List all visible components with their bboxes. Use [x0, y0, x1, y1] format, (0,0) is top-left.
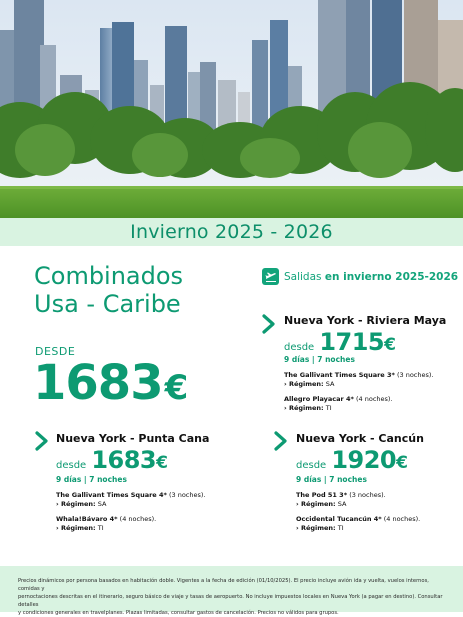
trip-card-punta-cana: [35, 431, 235, 541]
regime-label: › Régimen:: [56, 500, 96, 508]
trip-price-amount: 1683: [91, 446, 157, 474]
trip-price: [296, 446, 408, 474]
departures-prefix: Salidas: [284, 270, 322, 283]
departures-heading: [262, 268, 458, 285]
regime-value: SA: [337, 500, 347, 508]
regime-value: SA: [325, 380, 335, 388]
trip-price-prefix: desde: [296, 460, 327, 471]
lead-price-amount: 1683: [33, 355, 163, 411]
hotel-item: [56, 491, 205, 509]
trip-price-prefix: desde: [56, 460, 87, 471]
title-line-1: Combinados: [34, 262, 184, 290]
trip-price-currency: €: [396, 453, 408, 473]
hotel-item: [296, 515, 420, 533]
regime-value: TI: [337, 524, 344, 532]
trip-card-cancun: [274, 431, 454, 541]
trip-route: Nueva York - Punta Cana: [56, 432, 210, 445]
footer-line-3: y condiciones generales en travelplanes. Plazas limitadas, consultar gastos de cancelación. Precios no válidos para grupos.: [18, 610, 339, 616]
hotel-name: The Pod 51 3*: [296, 491, 348, 499]
trip-price-amount: 1920: [331, 446, 397, 474]
trip-duration: 9 días | 7 noches: [296, 475, 367, 484]
trip-route: Nueva York - Cancún: [296, 432, 424, 445]
hotel-nights: (4 noches).: [119, 515, 157, 523]
chevron-right-icon: [274, 431, 288, 451]
hotel-name: The Gallivant Times Square 4*: [56, 491, 167, 499]
regime-label: › Régimen:: [296, 524, 336, 532]
chevron-right-icon: [35, 431, 49, 451]
hotel-item: [284, 371, 433, 389]
footer-line-2: pernoctaciones descritas en el itinerario, seguro básico de viaje y tasas de aeropuerto. No incluye impuestos locales en Nueva York (a pagar en destino). Consultar detalles: [18, 594, 443, 608]
regime-label: › Régimen:: [284, 404, 324, 412]
regime-value: SA: [97, 500, 107, 508]
hotel-nights: (3 noches).: [396, 371, 434, 379]
skyline-park-illustration: [0, 0, 463, 218]
departures-text: en invierno 2025-2026: [324, 270, 459, 283]
hotel-nights: (3 noches).: [168, 491, 206, 499]
season-band: Invierno 2025 - 2026: [0, 218, 463, 246]
trip-price-amount: 1715: [319, 328, 385, 356]
lead-price-prefix: DESDE: [35, 345, 76, 358]
hotel-nights: (4 noches).: [383, 515, 421, 523]
trip-card-riviera-maya: [262, 314, 452, 414]
regime-value: TI: [97, 524, 104, 532]
regime-label: › Régimen:: [296, 500, 336, 508]
hotel-item: [56, 515, 156, 533]
footer-line-1: Precios dinámicos por persona basados en habitación doble. Vigentes a la fecha de edición (01/10/2025). El precio incluye avión ida y vuelta, vuelos internos, comidas y: [18, 578, 429, 592]
regime-label: › Régimen:: [56, 524, 96, 532]
hotel-nights: (3 noches).: [349, 491, 386, 499]
trip-price: [284, 328, 396, 356]
regime-label: › Régimen:: [284, 380, 324, 388]
trip-price-currency: €: [156, 453, 168, 473]
chevron-right-icon: [262, 314, 276, 334]
footer-disclaimer: [0, 566, 463, 616]
hotel-name: The Gallivant Times Square 3*: [284, 371, 395, 379]
trip-price-prefix: desde: [284, 342, 315, 353]
trip-duration: 9 días | 7 noches: [284, 355, 355, 364]
lead-price-currency: €: [164, 368, 188, 408]
hotel-item: [296, 491, 386, 509]
title-line-2: Usa - Caribe: [34, 290, 181, 318]
hotel-nights: (4 noches).: [356, 395, 393, 403]
trip-price: [56, 446, 168, 474]
plane-icon: [262, 268, 279, 285]
trip-route: Nueva York - Riviera Maya: [284, 314, 447, 327]
hotel-name: Occidental Tucancún 4*: [296, 515, 382, 523]
page-title: [34, 262, 234, 318]
trip-price-currency: €: [384, 335, 396, 355]
trip-duration: 9 días | 7 noches: [56, 475, 127, 484]
hotel-name: Allegro Playacar 4*: [284, 395, 354, 403]
regime-value: TI: [325, 404, 332, 412]
hero-image: [0, 0, 463, 218]
lead-price: [33, 352, 187, 419]
hotel-item: [284, 395, 393, 413]
hotel-name: Whala!Bávaro 4*: [56, 515, 118, 523]
